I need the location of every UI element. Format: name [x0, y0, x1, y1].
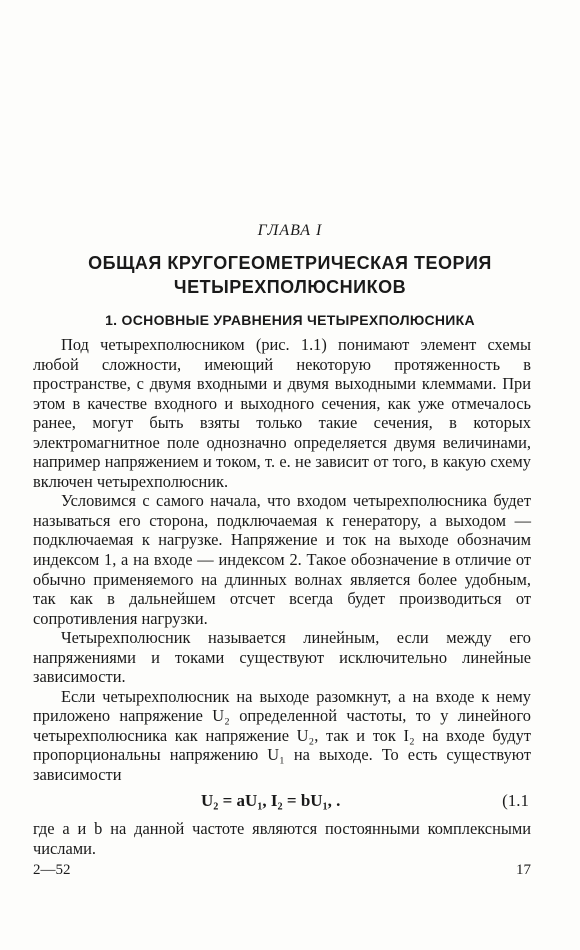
chapter-title-line-2: ЧЕТЫРЕХПОЛЮСНИКОВ	[173, 277, 407, 297]
equation-1-1	[33, 791, 531, 813]
chapter-title-line-1: ОБЩАЯ КРУГОГЕОМЕТРИЧЕСКАЯ ТЕОРИЯ	[88, 253, 492, 273]
chapter-label: ГЛАВА I	[257, 222, 323, 239]
section-title: 1. ОСНОВНЫЕ УРАВНЕНИЯ ЧЕТЫРЕХПОЛЮСНИКА	[105, 312, 475, 328]
page-number: 17	[516, 862, 531, 878]
paragraph-4: Если четырехполюсник на выходе разомкнут, а на входе к нему приложено напряжение U₂ определенной частоты, то у линейного четырехполюсника как напряжение U₂, так и ток I₂ на входе будут пропорциональны напряжению U₁ на выходе. То есть существуют зависимости	[33, 686, 531, 785]
equation-formula: U₂ = aU₁, I₂ = bU₁, .	[201, 791, 341, 810]
equation-number: (1.1	[502, 791, 529, 810]
closing-text	[33, 819, 531, 858]
signature-mark: 2—52	[33, 862, 71, 878]
chapter-title	[0, 251, 580, 299]
paragraph-1: Под четырехполюсником (рис. 1.1) понимают элемент схемы любой сложности, имеющий некоторую протяженность в пространстве, с двумя входными и двумя выходными клеммами. При этом в качестве входного и выходного сечения, как уже отмечалось ранее, могут быть взяты только такие сечения, в которых электромагнитное поле однозначно определяется двумя величинами, например напряжением и током, т. е. не зависит от того, в какую схему включен четырехполюсник.	[33, 335, 531, 491]
paragraph-3: Четырехполюсник называется линейным, если между его напряжениями и токами существуют исключительно линейные зависимости.	[33, 628, 531, 687]
closing-paragraph: где a и b на данной частоте являются постоянными комплексными числами.	[33, 819, 531, 858]
body-text	[33, 335, 531, 785]
paragraph-2: Условимся с самого начала, что входом четырехполюсника будет называться его сторона, подключаемая к генератору, а выходом — подключаемая к нагрузке. Напряжение и ток на выходе обозначим индексом 1, а на входе — индексом 2. Такое обозначение в отличие от обычно применяемого на длинных волнах является более удобным, так как в дальнейшем отсчет всегда будет производиться от сопротивления нагрузки.	[33, 491, 531, 628]
